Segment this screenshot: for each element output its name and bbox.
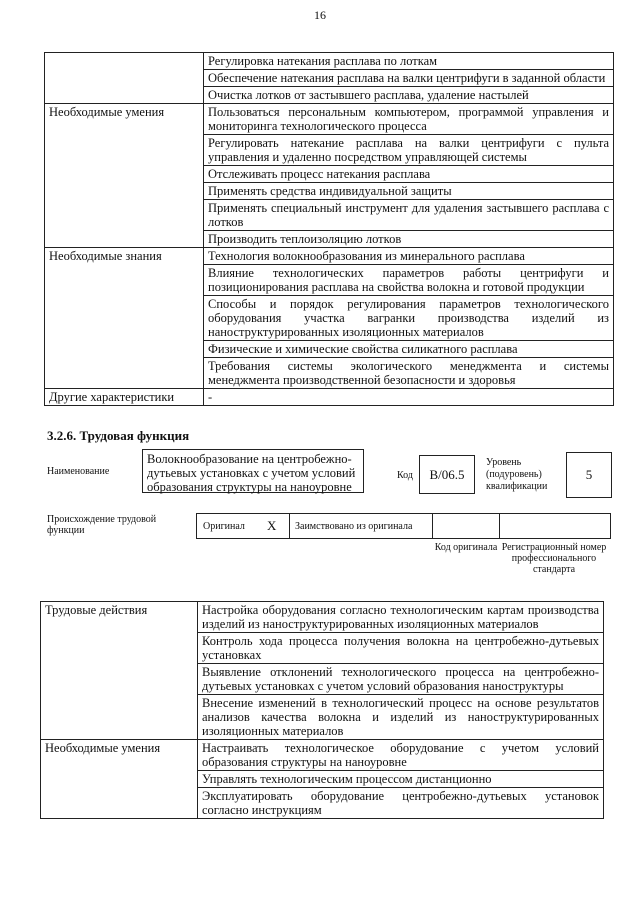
orig-code-label: Код оригинала xyxy=(434,542,498,553)
page-number: 16 xyxy=(314,8,326,22)
row-label-other: Другие характеристики xyxy=(45,389,204,406)
function-name-box: Волокнообразование на центробежно-дутьевых установках с учетом условий образования структуры на наноуровне xyxy=(142,449,364,493)
table-cell: Обеспечение натекания расплава на валки центрифуги в заданной области xyxy=(204,70,614,87)
name-label: Наименование xyxy=(47,466,110,477)
table-cell: Способы и порядок регулирования параметров технологического оборудования участка вагранки производства изделий из наноструктурированных изоляционных материалов xyxy=(204,296,614,341)
divider xyxy=(432,514,433,538)
origin-label: Происхождение трудовой функции xyxy=(47,514,157,536)
table-cell: Настройка оборудования согласно технологическим картам производства изделий из наноструктурированных изоляционных материалов xyxy=(198,602,604,633)
table-cell: Регулировка натекания расплава по лоткам xyxy=(204,53,614,70)
table-cell: Влияние технологических параметров работы центрифуги и позиционирования расплава на свойства волокна и готовой продукции xyxy=(204,265,614,296)
table-cell: Выявление отклонений технологического процесса на центробежно-дутьевых установках с учетом условий образования наноструктуры xyxy=(198,664,604,695)
reg-number-label: Регистрационный номер профессионального стандарта xyxy=(501,542,607,575)
section-title: 3.2.6. Трудовая функция xyxy=(47,428,190,443)
row-label-actions: Трудовые действия xyxy=(41,602,198,740)
original-mark: X xyxy=(267,518,277,533)
table-cell: - xyxy=(204,389,614,406)
table-cell: Настраивать технологическое оборудование с учетом условий образования структуры на наноуровне xyxy=(198,740,604,771)
competency-table-2 xyxy=(40,601,604,819)
origin-box xyxy=(196,513,611,539)
row-label xyxy=(45,53,204,104)
table-cell: Регулировать натекание расплава на валки центрифуги с пульта управления и удаленно посредством управляющей системы xyxy=(204,135,614,166)
row-label-skills: Необходимые умения xyxy=(41,740,198,819)
table-cell: Эксплуатировать оборудование центробежно-дутьевых установок согласно инструкциям xyxy=(198,788,604,819)
table-cell: Управлять технологическим процессом дистанционно xyxy=(198,771,604,788)
table-cell: Физические и химические свойства силикатного расплава xyxy=(204,341,614,358)
table-cell: Пользоваться персональным компьютером, программой управления и мониторинга технологического процесса xyxy=(204,104,614,135)
code-value-box: B/06.5 xyxy=(419,455,475,494)
level-value-box: 5 xyxy=(566,452,612,498)
table-cell: Применять специальный инструмент для удаления застывшего расплава с лотков xyxy=(204,200,614,231)
level-label: Уровень (подуровень) квалификации xyxy=(486,457,548,492)
competency-table-1 xyxy=(44,52,614,406)
table-cell: Технология волокнообразования из минерального расплава xyxy=(204,248,614,265)
table-cell: Применять средства индивидуальной защиты xyxy=(204,183,614,200)
row-label-skills: Необходимые умения xyxy=(45,104,204,248)
table-cell: Очистка лотков от застывшего расплава, удаление настылей xyxy=(204,87,614,104)
table-cell: Производить теплоизоляцию лотков xyxy=(204,231,614,248)
original-label: Оригинал xyxy=(203,521,245,532)
table-cell: Внесение изменений в технологический процесс на основе результатов анализов качества волокна и изделий из наноструктурированных изоляционных материалов xyxy=(198,695,604,740)
table-cell: Контроль хода процесса получения волокна на центробежно-дутьевых установках xyxy=(198,633,604,664)
divider xyxy=(289,514,290,538)
code-label: Код xyxy=(397,470,413,481)
borrowed-label: Заимствовано из оригинала xyxy=(295,521,413,532)
row-label-knowledge: Необходимые знания xyxy=(45,248,204,389)
table-cell: Отслеживать процесс натекания расплава xyxy=(204,166,614,183)
table-cell: Требования системы экологического менеджмента и системы менеджмента производственной безопасности и здоровья xyxy=(204,358,614,389)
divider xyxy=(499,514,500,538)
